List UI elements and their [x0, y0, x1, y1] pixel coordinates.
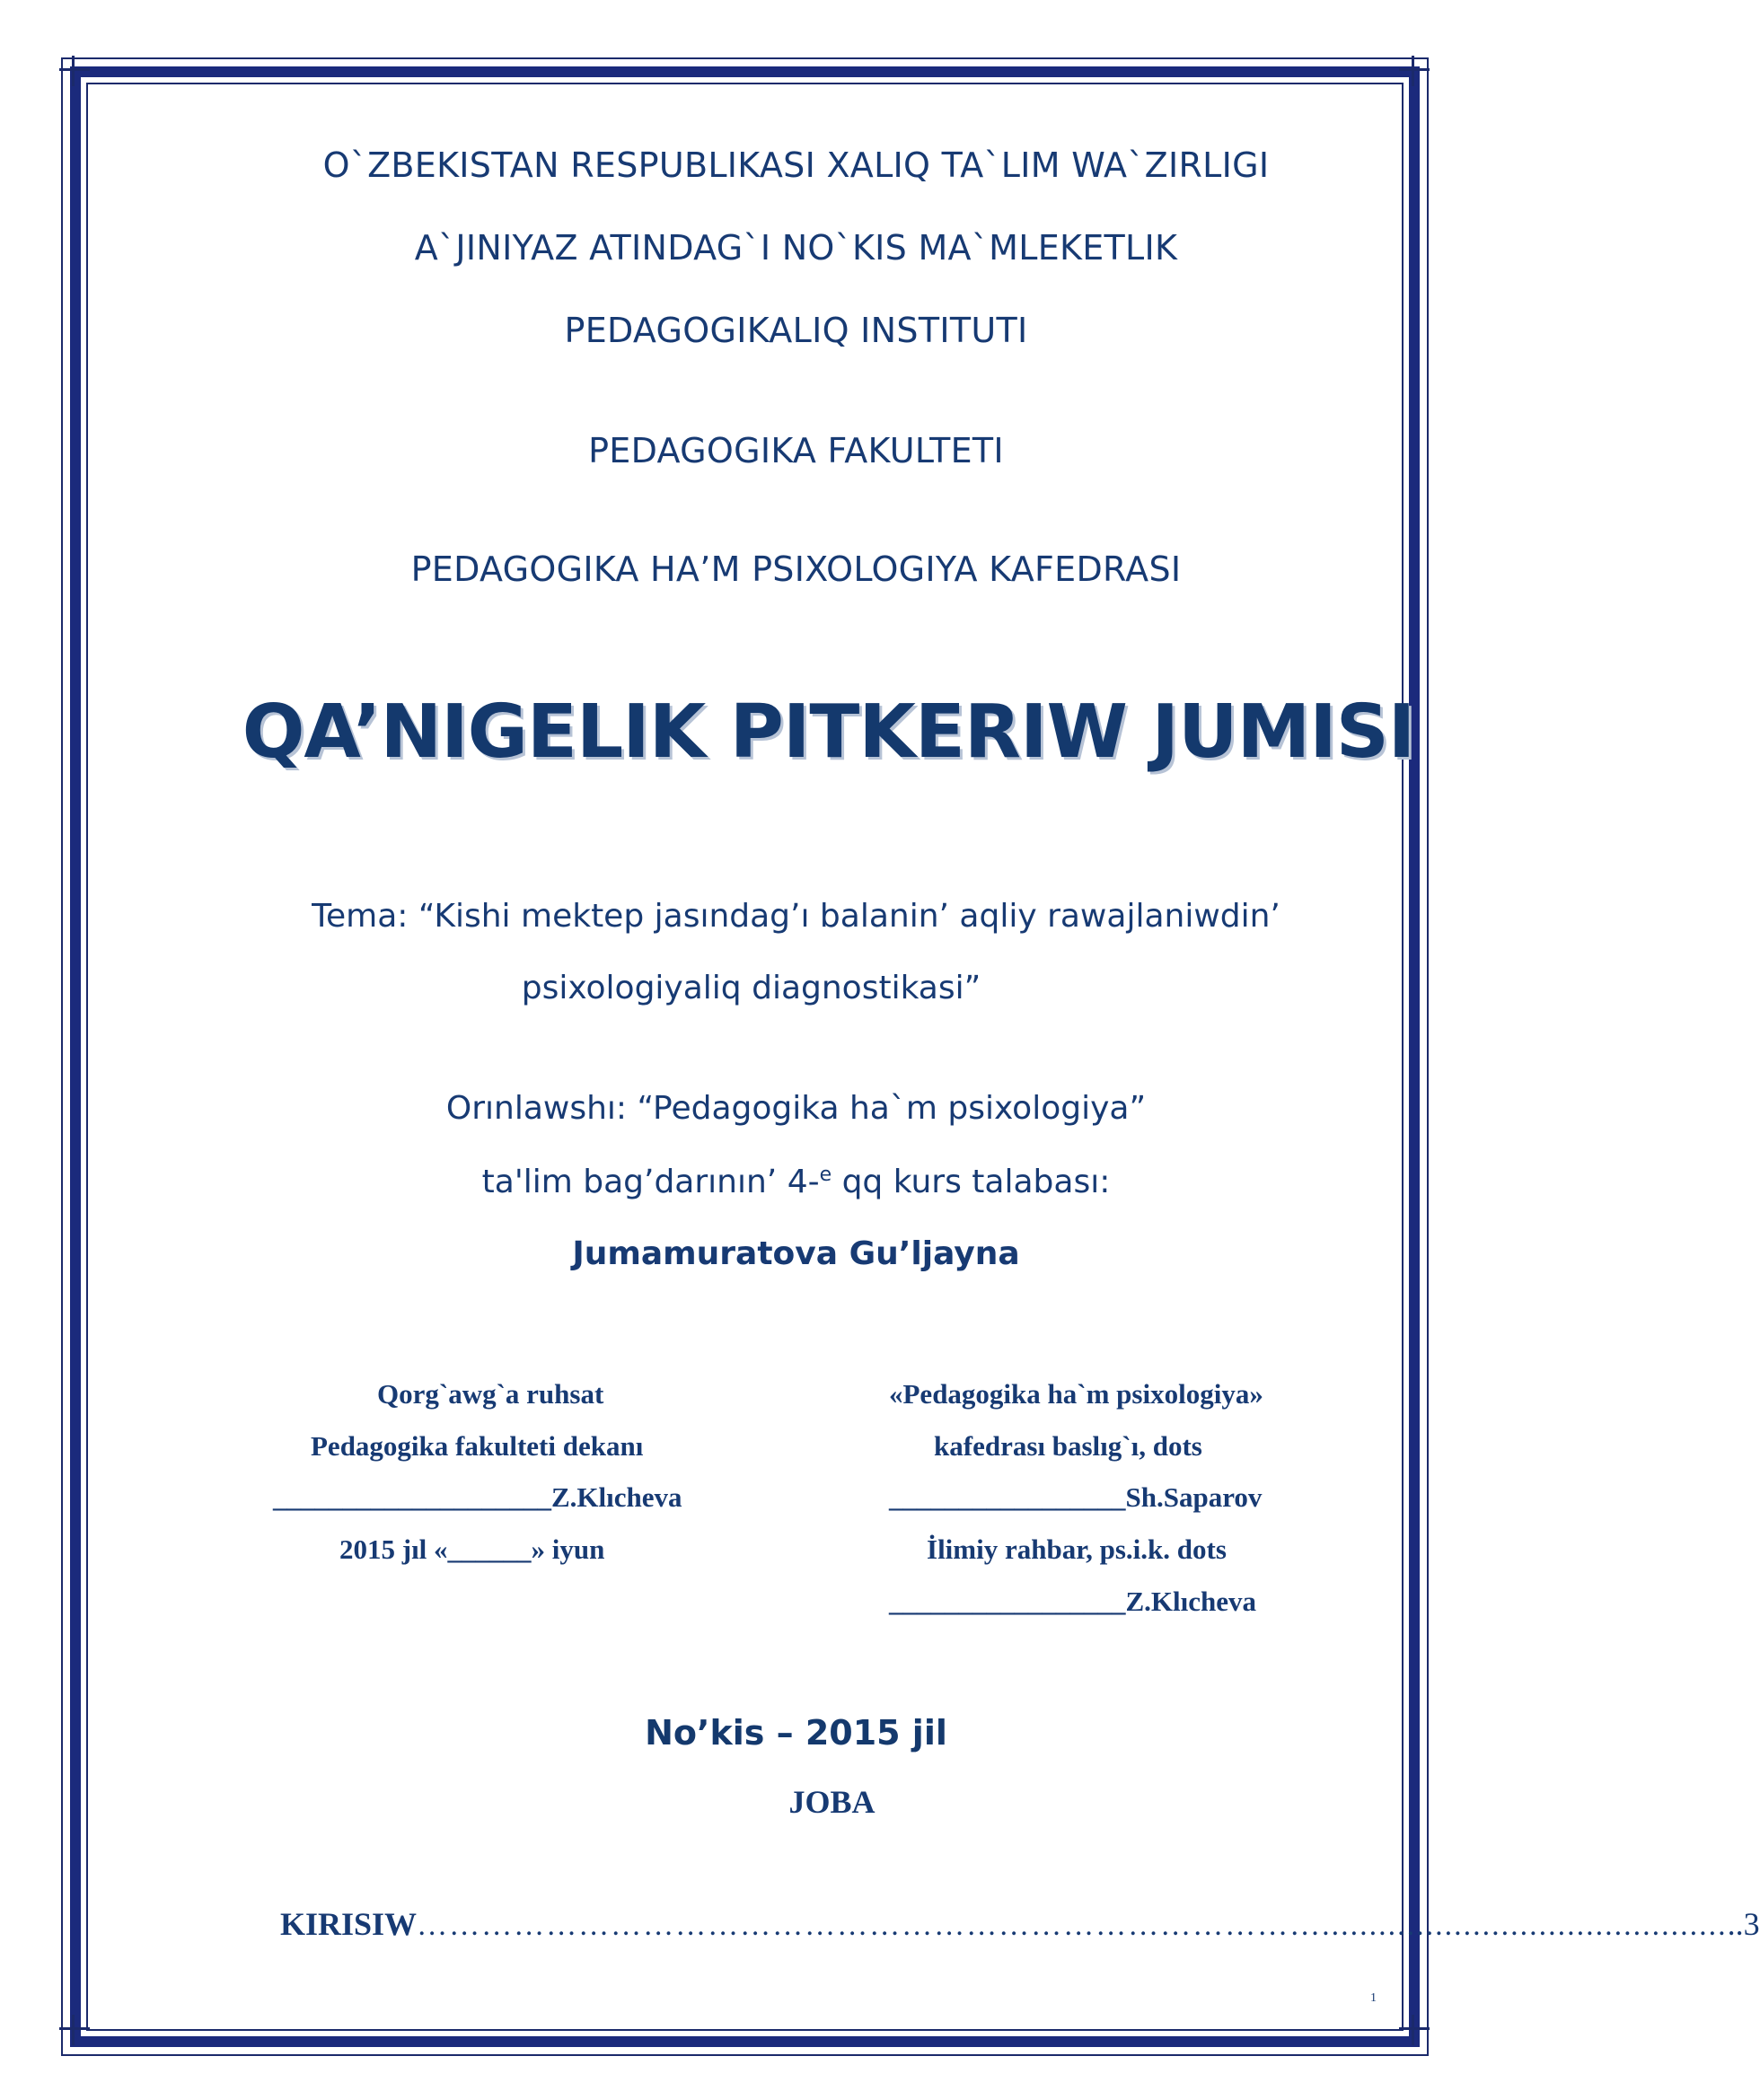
- institute-heading-line2: PEDAGOGIKALIQ INSTITUTI: [564, 311, 1028, 350]
- topic-line2: psixologiyaliq diagnostikasi”: [521, 970, 981, 1006]
- toc-entry-label: KIRISIW: [280, 1906, 418, 1942]
- approval-left-signature: ____________________Z.Klıcheva: [273, 1481, 682, 1513]
- corner-ornament-bottom-right: [1399, 2015, 1430, 2045]
- approval-right-line2: kafedrası baslıg`ı, dots: [934, 1430, 1202, 1462]
- approval-right-signature1: _________________Sh.Saparov: [889, 1481, 1263, 1513]
- topic-line1: Tema: “Kishi mektep jasındag’ı balanin’ aqliy rawajlaniwdin’: [312, 898, 1280, 935]
- approval-left-date: 2015 jıl «______» iyun: [339, 1533, 605, 1565]
- performer-line2-superscript: e: [819, 1164, 832, 1186]
- document-title: QA’NIGELIK PITKERIW JUMISI: [242, 690, 1415, 775]
- toc-entry[interactable]: [280, 1905, 1760, 1946]
- corner-ornament-bottom-left: [59, 2015, 90, 2045]
- department-heading: PEDAGOGIKA HA’M PSIXOLOGIYA KAFEDRASI: [410, 549, 1182, 589]
- approval-right-signature2: _________________Z.Klıcheva: [889, 1586, 1257, 1617]
- institute-heading-line1: A`JINIYAZ ATINDAG`I NO`KIS MA`MLEKETLIK: [414, 228, 1178, 268]
- approval-right-line1: «Pedagogika ha`m psixologiya»: [889, 1378, 1263, 1410]
- ministry-heading: O`ZBEKISTAN RESPUBLIKASI XALIQ TA`LIM WA`ZIRLIGI: [322, 145, 1270, 185]
- corner-ornament-top-left: [59, 56, 90, 86]
- performer-line2-end: qq kurs talabası:: [832, 1164, 1111, 1200]
- approval-right-line3: İlimiy rahbar, ps.i.k. dots: [927, 1533, 1227, 1565]
- toc-entry-dots: …………………………………………………………………………...........................................: [417, 1909, 1728, 1942]
- approval-left-line1: Qorg`awg`a ruhsat: [377, 1378, 604, 1410]
- corner-ornament-top-right: [1399, 56, 1430, 86]
- performer-line1: Orınlawshı: “Pedagogika ha`m psixologiya”: [445, 1090, 1147, 1127]
- student-name: Jumamuratova Gu’ljayna: [572, 1235, 1020, 1272]
- plan-title: JOBA: [788, 1784, 876, 1820]
- page-number: 1: [1370, 1991, 1377, 2005]
- faculty-heading: PEDAGOGIKA FAKULTETI: [588, 431, 1004, 470]
- toc-entry-page: ..3: [1727, 1906, 1760, 1942]
- performer-line2-start: ta'lim bag’darının’ 4-: [481, 1164, 820, 1200]
- place-year: No’kis – 2015 jil: [645, 1713, 947, 1753]
- approval-left-line2: Pedagogika fakulteti dekanı: [311, 1430, 644, 1462]
- performer-line2: [54, 1164, 1538, 1200]
